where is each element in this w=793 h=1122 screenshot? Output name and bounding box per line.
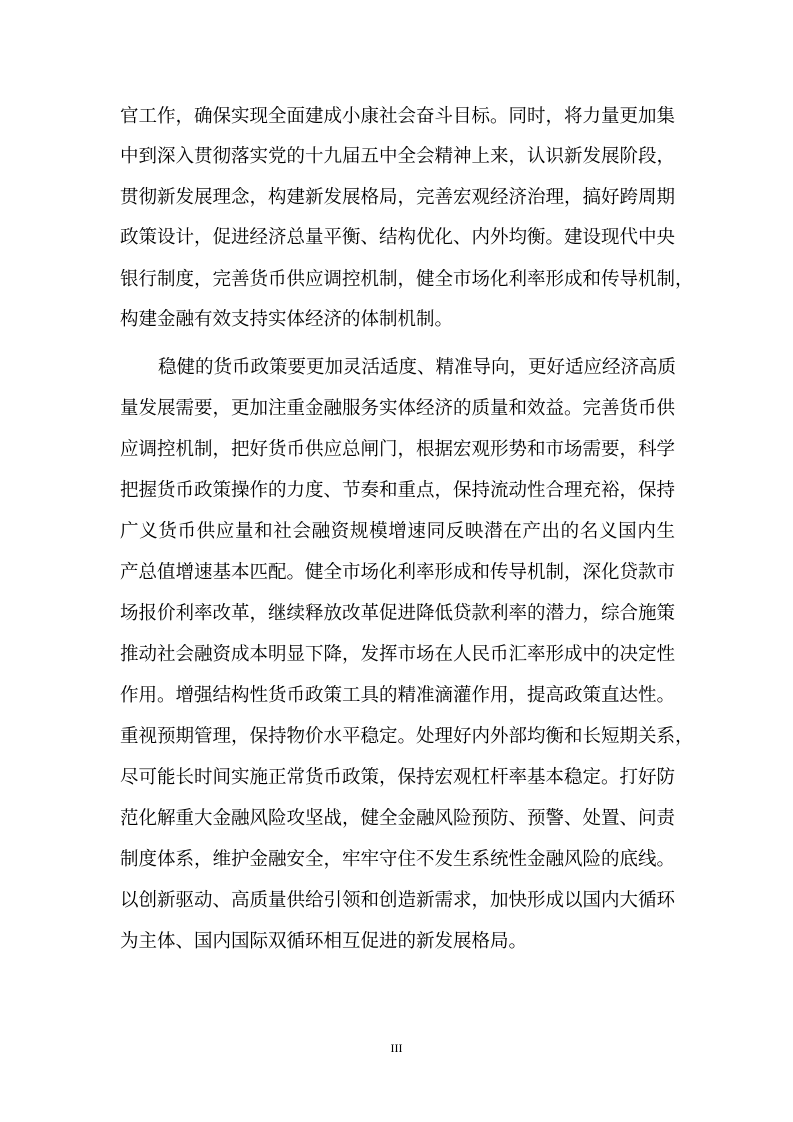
text-line: 贯彻新发展理念，构建新发展格局，完善宏观经济治理，搞好跨周期 [120,187,676,208]
text-line: 推动社会融资成本明显下降，发挥市场在人民币汇率形成中的决定性 [120,644,676,665]
text-line: 重视预期管理，保持物价水平稳定。处理好内外部均衡和长短期关系， [120,726,694,747]
text-line: 场报价利率改革，继续释放改革促进降低贷款利率的潜力，综合施策 [120,603,676,624]
text-line: 范化解重大金融风险攻坚战，健全金融风险预防、预警、处置、问责 [120,808,676,829]
text-line: 产总值增速基本匹配。健全市场化利率形成和传导机制，深化贷款市 [120,562,676,583]
text-line: 作用。增强结构性货币政策工具的精准滴灌作用，提高政策直达性。 [120,685,676,706]
page-number: III [390,1041,403,1055]
text-line: 以创新驱动、高质量供给引领和创造新需求，加快形成以国内大循环 [120,890,676,911]
text-line-indented: 稳健的货币政策要更加灵活适度、精准导向，更好适应经济高质 [158,357,677,378]
text-line: 应调控机制，把好货币供应总闸门，根据宏观形势和市场需要，科学 [120,439,676,460]
text-line: 银行制度，完善货币供应调控机制，健全市场化利率形成和传导机制， [120,269,694,290]
text-line: 官工作，确保实现全面建成小康社会奋斗目标。同时，将力量更加集 [120,106,676,127]
text-line: 中到深入贯彻落实党的十九届五中全会精神上来，认识新发展阶段， [120,146,676,167]
text-line: 制度体系，维护金融安全，牢牢守住不发生系统性金融风险的底线。 [120,849,676,870]
text-line: 为主体、国内国际双循环相互促进的新发展格局。 [120,931,528,952]
text-line: 广义货币供应量和社会融资规模增速同反映潜在产出的名义国内生 [120,521,675,542]
text-line: 政策设计，促进经济总量平衡、结构优化、内外均衡。建设现代中央 [120,227,676,248]
text-line: 尽可能长时间实施正常货币政策，保持宏观杠杆率基本稳定。打好防 [120,767,676,788]
text-line: 把握货币政策操作的力度、节奏和重点，保持流动性合理充裕，保持 [120,480,676,501]
text-line: 量发展需要，更加注重金融服务实体经济的质量和效益。完善货币供 [120,398,676,419]
text-line: 构建金融有效支持实体经济的体制机制。 [120,309,454,330]
